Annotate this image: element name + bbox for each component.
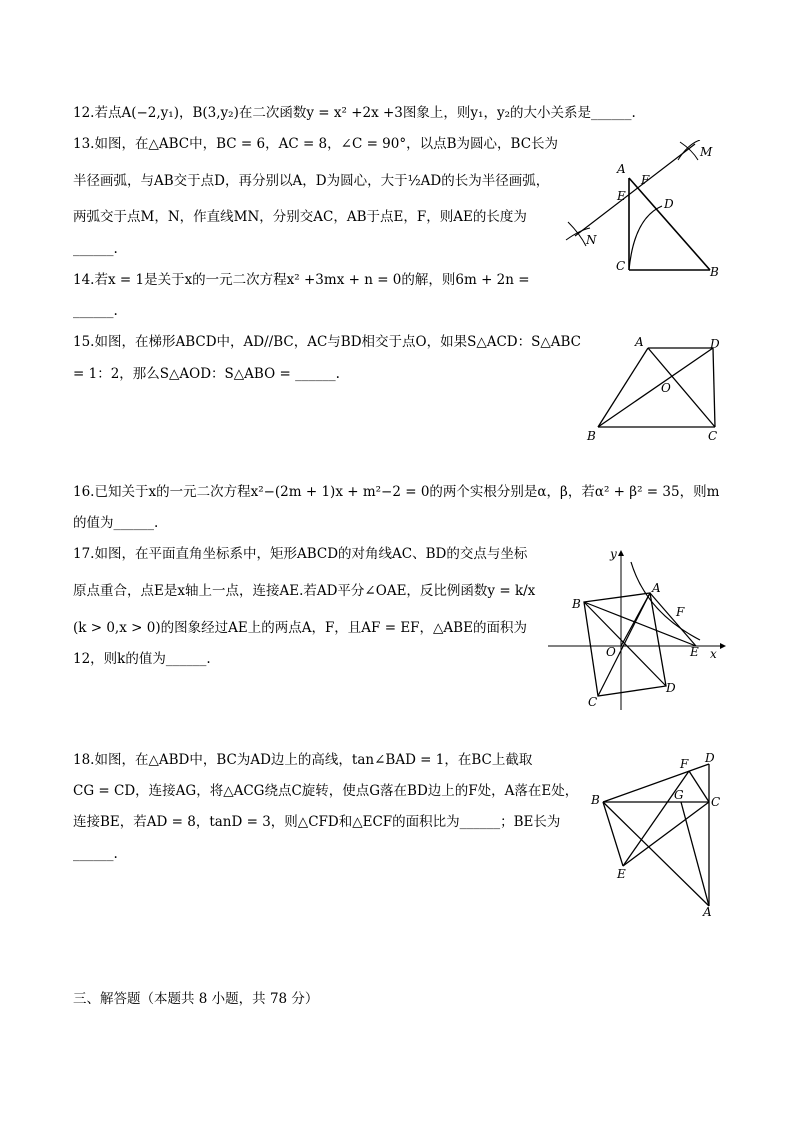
- q18-label-D: D: [705, 751, 715, 765]
- q15-line2: = 1：2，那么S△AOD：S△ABO = ______.: [73, 366, 340, 382]
- q17-line1: 17.如图，在平面直角坐标系中，矩形ABCD的对角线AC、BD的交点与坐标: [73, 546, 528, 562]
- q17-label-F: F: [676, 605, 685, 619]
- q18-label-G: G: [674, 788, 684, 802]
- q13-label-F: F: [641, 173, 650, 187]
- q13-line2: 半径画弧，与AB交于点D，再分别以A，D为圆心，大于½AD的长为半径画弧，: [73, 173, 550, 189]
- q18-line1: 18.如图，在△ABD中，BC为AD边上的高线，tan∠BAD = 1，在BC上截取: [73, 752, 533, 768]
- q13-label-M: M: [700, 145, 713, 159]
- q14-line2: ______.: [73, 303, 118, 319]
- q18-label-B: B: [591, 793, 600, 807]
- q13-line1: 13.如图，在△ABC中，BC = 6，AC = 8，∠C = 90°，以点B为圆心，BC长为: [73, 136, 559, 152]
- q13-label-D: D: [664, 197, 674, 211]
- q18-figure: [585, 748, 735, 920]
- section3-heading: 三、解答题（本题共 8 小题，共 78 分）: [73, 991, 319, 1007]
- q17-figure: [548, 540, 728, 715]
- q17-line3: (k > 0,x > 0)的图象经过AE上的两点A，F，且AF = EF，△ABE的面积为: [73, 620, 527, 636]
- q13-label-E: E: [617, 189, 626, 203]
- q13-line4: ______.: [73, 241, 118, 257]
- q15-line1: 15.如图，在梯形ABCD中，AD//BC，AC与BD相交于点O，如果S△ACD：S△ABC: [73, 334, 582, 350]
- q16-line1: 16.已知关于x的一元二次方程x²−(2m + 1)x + m²−2 = 0的两个实根分别是α，β，若α² + β² = 35，则m: [73, 484, 720, 500]
- q17-label-O: O: [606, 645, 616, 659]
- q15-label-D: D: [710, 337, 720, 351]
- q17-label-D: D: [666, 681, 676, 695]
- q13-figure: [560, 140, 730, 280]
- q13-line3: 两弧交于点M，N，作直线MN，分别交AC，AB于点E，F，则AE的长度为: [73, 209, 527, 225]
- q16-line2: 的值为______.: [73, 515, 159, 531]
- q18-label-E: E: [617, 867, 626, 881]
- q15-label-B: B: [587, 429, 596, 443]
- q18-line4: ______.: [73, 846, 118, 862]
- q18-line3: 连接BE，若AD = 8，tanD = 3，则△CFD和△ECF的面积比为______；BE长为: [73, 814, 561, 830]
- q13-label-A: A: [617, 162, 626, 176]
- q12-line1: 12.若点A(−2,y₁)，B(3,y₂)在二次函数y = x² +2x +3图象上，则y₁，y₂的大小关系是______.: [73, 105, 636, 121]
- q13-label-B: B: [710, 265, 719, 279]
- q17-label-C: C: [588, 695, 598, 709]
- q14-line1: 14.若x = 1是关于x的一元二次方程x² +3mx + n = 0的解，则6m + 2n =: [73, 272, 530, 288]
- q17-label-A: A: [652, 581, 661, 595]
- q17-label-B: B: [572, 597, 581, 611]
- q15-figure: [580, 330, 730, 445]
- q17-label-x: x: [710, 647, 717, 661]
- q17-line2: 原点重合，点E是x轴上一点，连接AE.若AD平分∠OAE，反比例函数y = k/x: [73, 583, 536, 599]
- q15-label-A: A: [635, 335, 644, 349]
- q15-label-C: C: [708, 429, 718, 443]
- q17-label-y: y: [610, 547, 617, 561]
- q17-line4: 12，则k的值为______.: [73, 651, 211, 667]
- q17-label-E: E: [690, 645, 699, 659]
- q13-label-N: N: [586, 233, 597, 247]
- q18-label-C: C: [711, 795, 721, 809]
- q18-line2: CG = CD，连接AG，将△ACG绕点C旋转，使点G落在BD边上的F处，A落在E处，: [73, 783, 579, 799]
- q13-label-C: C: [616, 259, 626, 273]
- q18-label-F: F: [680, 757, 689, 771]
- q18-label-A: A: [703, 905, 712, 919]
- q15-label-O: O: [661, 381, 671, 395]
